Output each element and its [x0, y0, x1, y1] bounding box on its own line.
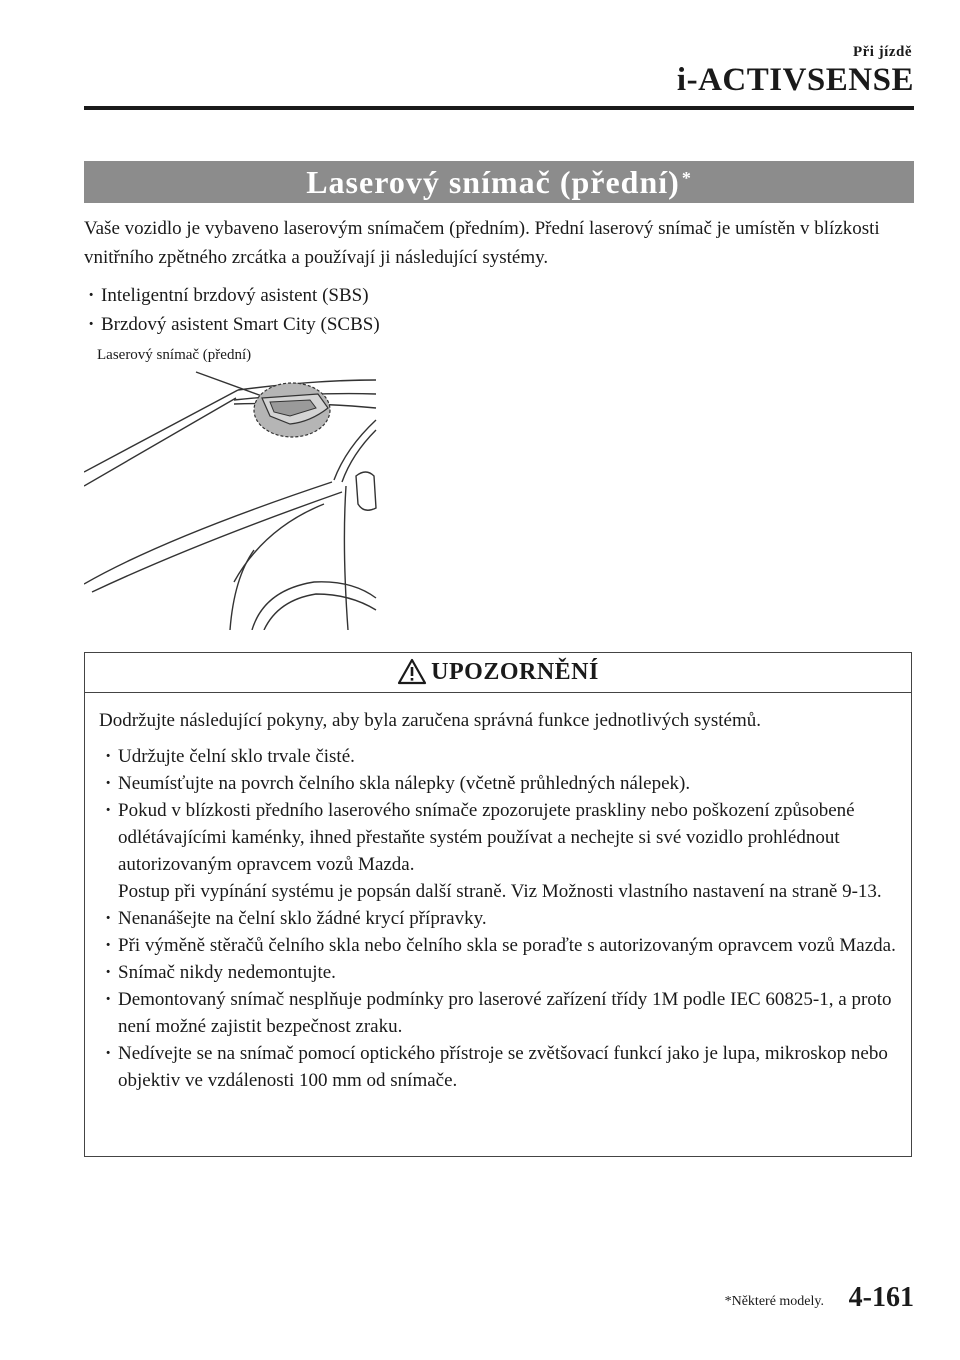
hood-line	[84, 482, 332, 584]
caution-list	[99, 743, 897, 1094]
caution-item: · Snímač nikdy nedemontujte.	[99, 959, 897, 986]
header-rule	[84, 106, 914, 110]
page-number: 4-161	[848, 1282, 914, 1313]
wheel-arch-inner	[264, 594, 376, 630]
section-title: i-ACTIVSENSE	[676, 62, 914, 98]
caution-item: · Nenanášejte na čelní sklo žádné krycí přípravky.	[99, 905, 897, 932]
banner-asterisk: *	[681, 167, 692, 188]
caution-item: · Udržujte čelní sklo trvale čisté.	[99, 743, 897, 770]
caution-item	[99, 797, 897, 905]
caution-body	[85, 693, 911, 1094]
door-line	[344, 486, 348, 630]
intro-paragraph: Vaše vozidlo je vybaveno laserovým snímačem (předním). Přední laserový snímač je umístěn v blízkosti vnitřního zpětného zrcátka a používají ji následující systémy.	[84, 218, 880, 268]
caution-item: · Neumísťujte na povrch čelního skla nálepky (včetně průhledných nálepek).	[99, 770, 897, 797]
caution-item: · Při výměně stěračů čelního skla nebo čelního skla se poraďte s autorizovaným opravcem vozů Mazda.	[99, 932, 897, 959]
windshield-right-edge	[334, 420, 376, 480]
chapter-title: Při jízdě	[852, 44, 912, 60]
caution-item-note: Postup při vypínání systému je popsán další straně. Viz Možnosti vlastního nastavení na straně 9-13.	[118, 881, 882, 902]
fender-line	[230, 550, 254, 630]
caution-lead: Dodržujte následující pokyny, aby byla zaručena správná funkce jednotlivých systémů.	[99, 710, 761, 731]
caution-item: · Demontovaný snímač nesplňuje podmínky pro laserové zařízení třídy 1M podle IEC 60825-1, a proto není možné zajistit bezpečnost zraku.	[99, 986, 897, 1040]
systems-list	[84, 281, 380, 339]
caution-title: UPOZORNĚNÍ	[431, 659, 599, 685]
fender-crease	[234, 504, 324, 582]
mirror-outline	[356, 472, 376, 510]
figure-label: Laserový snímač (přední)	[97, 347, 252, 363]
warning-icon	[397, 658, 427, 685]
a-pillar-left	[84, 398, 236, 486]
footnote: *Některé modely.	[724, 1294, 824, 1309]
system-item: · Inteligentní brzdový asistent (SBS)	[84, 281, 380, 310]
system-item: · Brzdový asistent Smart City (SCBS)	[84, 310, 380, 339]
sensor-location-illustration	[84, 368, 384, 630]
wheel-arch	[252, 582, 376, 630]
caution-item: · Nedívejte se na snímač pomocí optického přístroje se zvětšovací funkcí jako je lupa, mikroskop nebo objektiv ve vzdálenosti 100 mm od snímače.	[99, 1040, 897, 1094]
a-pillar-outer	[84, 390, 238, 472]
banner-title: Laserový snímač (přední)	[306, 163, 680, 200]
caution-header	[85, 653, 911, 693]
caution-item-text: Pokud v blízkosti předního laserového snímače zpozorujete praskliny nebo poškození způsobené odlétávajícími kaménky, ihned přestaňte systém používat a nechejte si své vozidlo prohlédnout autorizovaným opravcem vozů Mazda.	[118, 800, 855, 875]
caution-box	[84, 652, 912, 1157]
section-banner	[84, 161, 914, 203]
hood-crease	[92, 492, 342, 592]
